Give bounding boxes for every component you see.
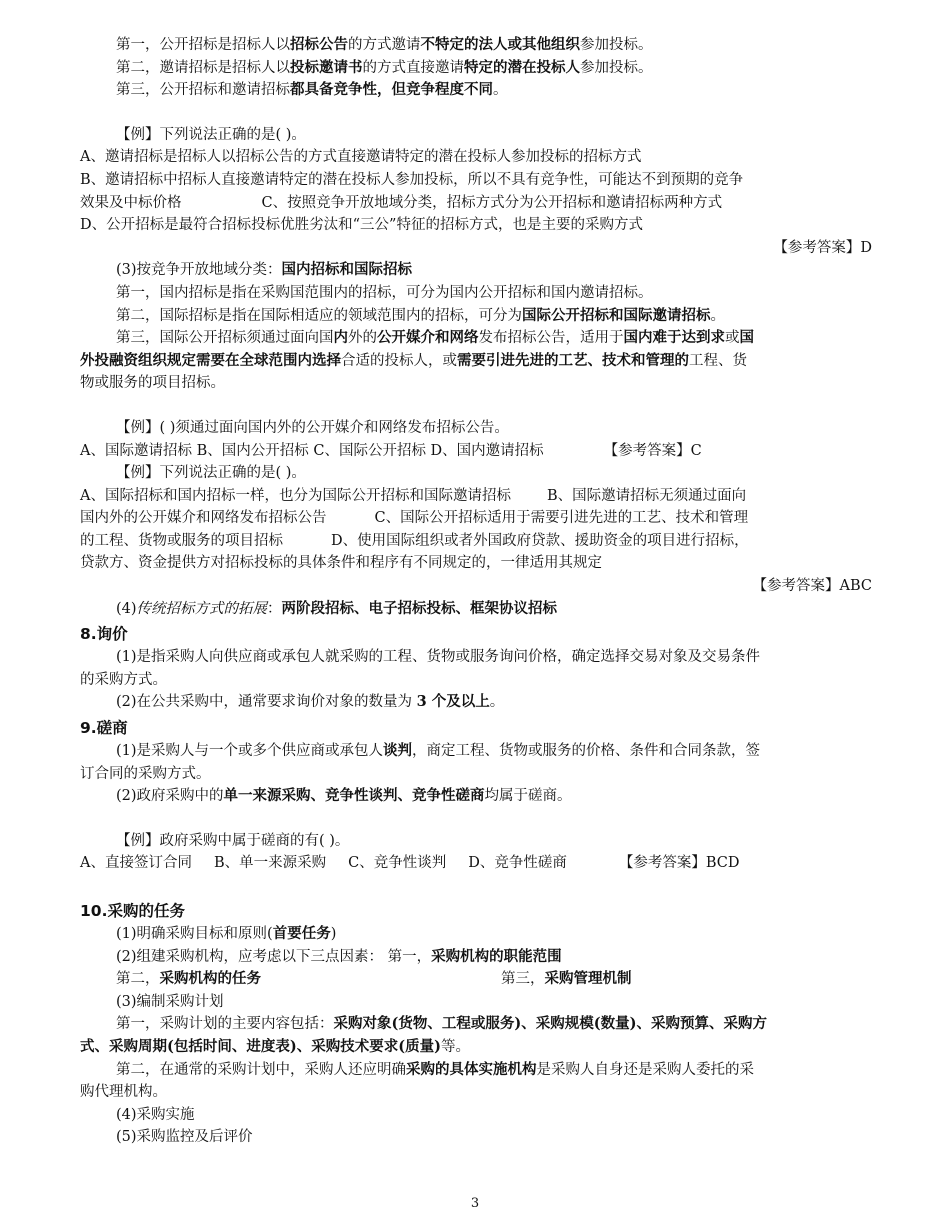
paragraph-cont: 的采购方式。: [80, 671, 167, 688]
paragraph-cont: 外投融资组织规定需要在全球范围内选择合适的投标人，或需要引进先进的工艺、技术和管理的工程、货: [80, 351, 747, 369]
example-question: 【例】下列说法正确的是( )。: [116, 126, 306, 143]
paragraph: 第一，采购计划的主要内容包括：采购对象(货物、工程或服务)、采购规模(数量)、采购预算、采购方: [116, 1015, 767, 1033]
paragraph: 第三，公开招标和邀请招标都具备竞争性，但竞争程度不同。: [116, 81, 508, 99]
option-a: A、邀请招标是招标人以招标公告的方式直接邀请特定的潜在投标人参加投标的招标方式: [80, 149, 642, 166]
paragraph: 第一，公开招标是招标人以招标公告的方式邀请不特定的法人或其他组织参加投标。: [116, 36, 653, 53]
paragraph-cont: 购代理机构。: [80, 1084, 167, 1101]
paragraph: (2)政府采购中的单一来源采购、竞争性谈判、竞争性磋商均属于磋商。: [116, 787, 572, 805]
document-body: [80, 34, 872, 1149]
task-3: (3)编制采购计划: [116, 993, 224, 1010]
heading-9: 9.磋商: [80, 719, 128, 738]
paragraph: 第二，在通常的采购计划中，采购人还应明确采购的具体实施机构是采购人自身还是采购人委托的采: [116, 1060, 754, 1078]
option-d-cont: 贷款方、资金提供方对招标投标的具体条件和程序有不同规定的，一律适用其规定: [80, 555, 602, 572]
options: A、直接签订合同 B、单一来源采购 C、竞争性谈判 D、竞争性磋商 【参考答案】BCD: [80, 855, 740, 872]
paragraph: (1)是采购人与一个或多个供应商或承包人谈判，商定工程、货物或服务的价格、条件和合同条款，签: [116, 742, 761, 760]
heading-8: 8.询价: [80, 625, 128, 644]
section-3: (3)按竞争开放地域分类：国内招标和国际招标: [116, 261, 413, 279]
option-c-cont: 的工程、货物或服务的项目招标 D、使用国际组织或者外国政府贷款、援助资金的项目进行招标，: [80, 532, 749, 549]
task-5: (5)采购监控及后评价: [116, 1129, 253, 1146]
paragraph: 第二，邀请招标是招标人以投标邀请书的方式直接邀请特定的潜在投标人参加投标。: [116, 58, 653, 76]
paragraph: 第三，国际公开招标须通过面向国内外的公开媒介和网络发布招标公告，适用于国内难于达到求或国: [116, 329, 754, 347]
heading-10: 10.采购的任务: [80, 902, 185, 920]
paragraph: (1)是指采购人向供应商或承包人就采购的工程、货物或服务询问价格，确定选择交易对象及交易条件: [116, 649, 761, 666]
paragraph-cont: 物或服务的项目招标。: [80, 375, 225, 392]
option-b-cont: 效果及中标价格 C、按照竞争开放地域分类，招标方式分为公开招标和邀请招标两种方式: [80, 194, 723, 211]
option-a: A、国际招标和国内招标一样，也分为国际公开招标和国际邀请招标 B、国际邀请招标无须通过面向: [80, 487, 747, 504]
paragraph: 第一，国内招标是指在采购国范围内的招标，可分为国内公开招标和国内邀请招标。: [116, 284, 653, 301]
example-question: 【例】下列说法正确的是( )。: [116, 465, 306, 482]
section-4: (4)传统招标方式的拓展：两阶段招标、电子招标投标、框架协议招标: [116, 599, 558, 617]
answer: 【参考答案】D: [773, 239, 872, 256]
option-d: D、公开招标是最符合招标投标优胜劣汰和“三公”特征的招标方式，也是主要的采购方式: [80, 217, 643, 234]
options: A、国际邀请招标 B、国内公开招标 C、国际公开招标 D、国内邀请招标 【参考答案】C: [80, 442, 702, 459]
example-question: 【例】政府采购中属于磋商的有( )。: [116, 832, 350, 849]
paragraph-cont: 式、采购周期(包括时间、进度表)、采购技术要求(质量)等。: [80, 1037, 470, 1055]
option-b-cont: 国内外的公开媒介和网络发布招标公告 C、国际公开招标适用于需要引进先进的工艺、技术和管理: [80, 510, 749, 527]
paragraph-cont: 订合同的采购方式。: [80, 765, 211, 782]
task-4: (4)采购实施: [116, 1106, 195, 1123]
page-number: 3: [470, 1196, 480, 1211]
task-2-cont: 第二，采购机构的任务 第三，采购管理机制: [116, 970, 632, 988]
option-b: B、邀请招标中招标人直接邀请特定的潜在投标人参加投标，所以不具有竞争性，可能达不到预期的竞争: [80, 171, 744, 188]
example-question: 【例】( )须通过面向国内外的公开媒介和网络发布招标公告。: [116, 419, 509, 436]
answer: 【参考答案】ABC: [752, 578, 872, 595]
paragraph: 第二，国际招标是指在国际相适应的领域范围内的招标，可分为国际公开招标和国际邀请招标。: [116, 306, 725, 324]
task-1: (1)明确采购目标和原则(首要任务): [116, 925, 337, 942]
task-2: (2)组建采购机构，应考虑以下三点因素： 第一，采购机构的职能范围: [116, 947, 562, 965]
paragraph: (2)在公共采购中，通常要求询价对象的数量为 3 个及以上。: [116, 693, 505, 711]
